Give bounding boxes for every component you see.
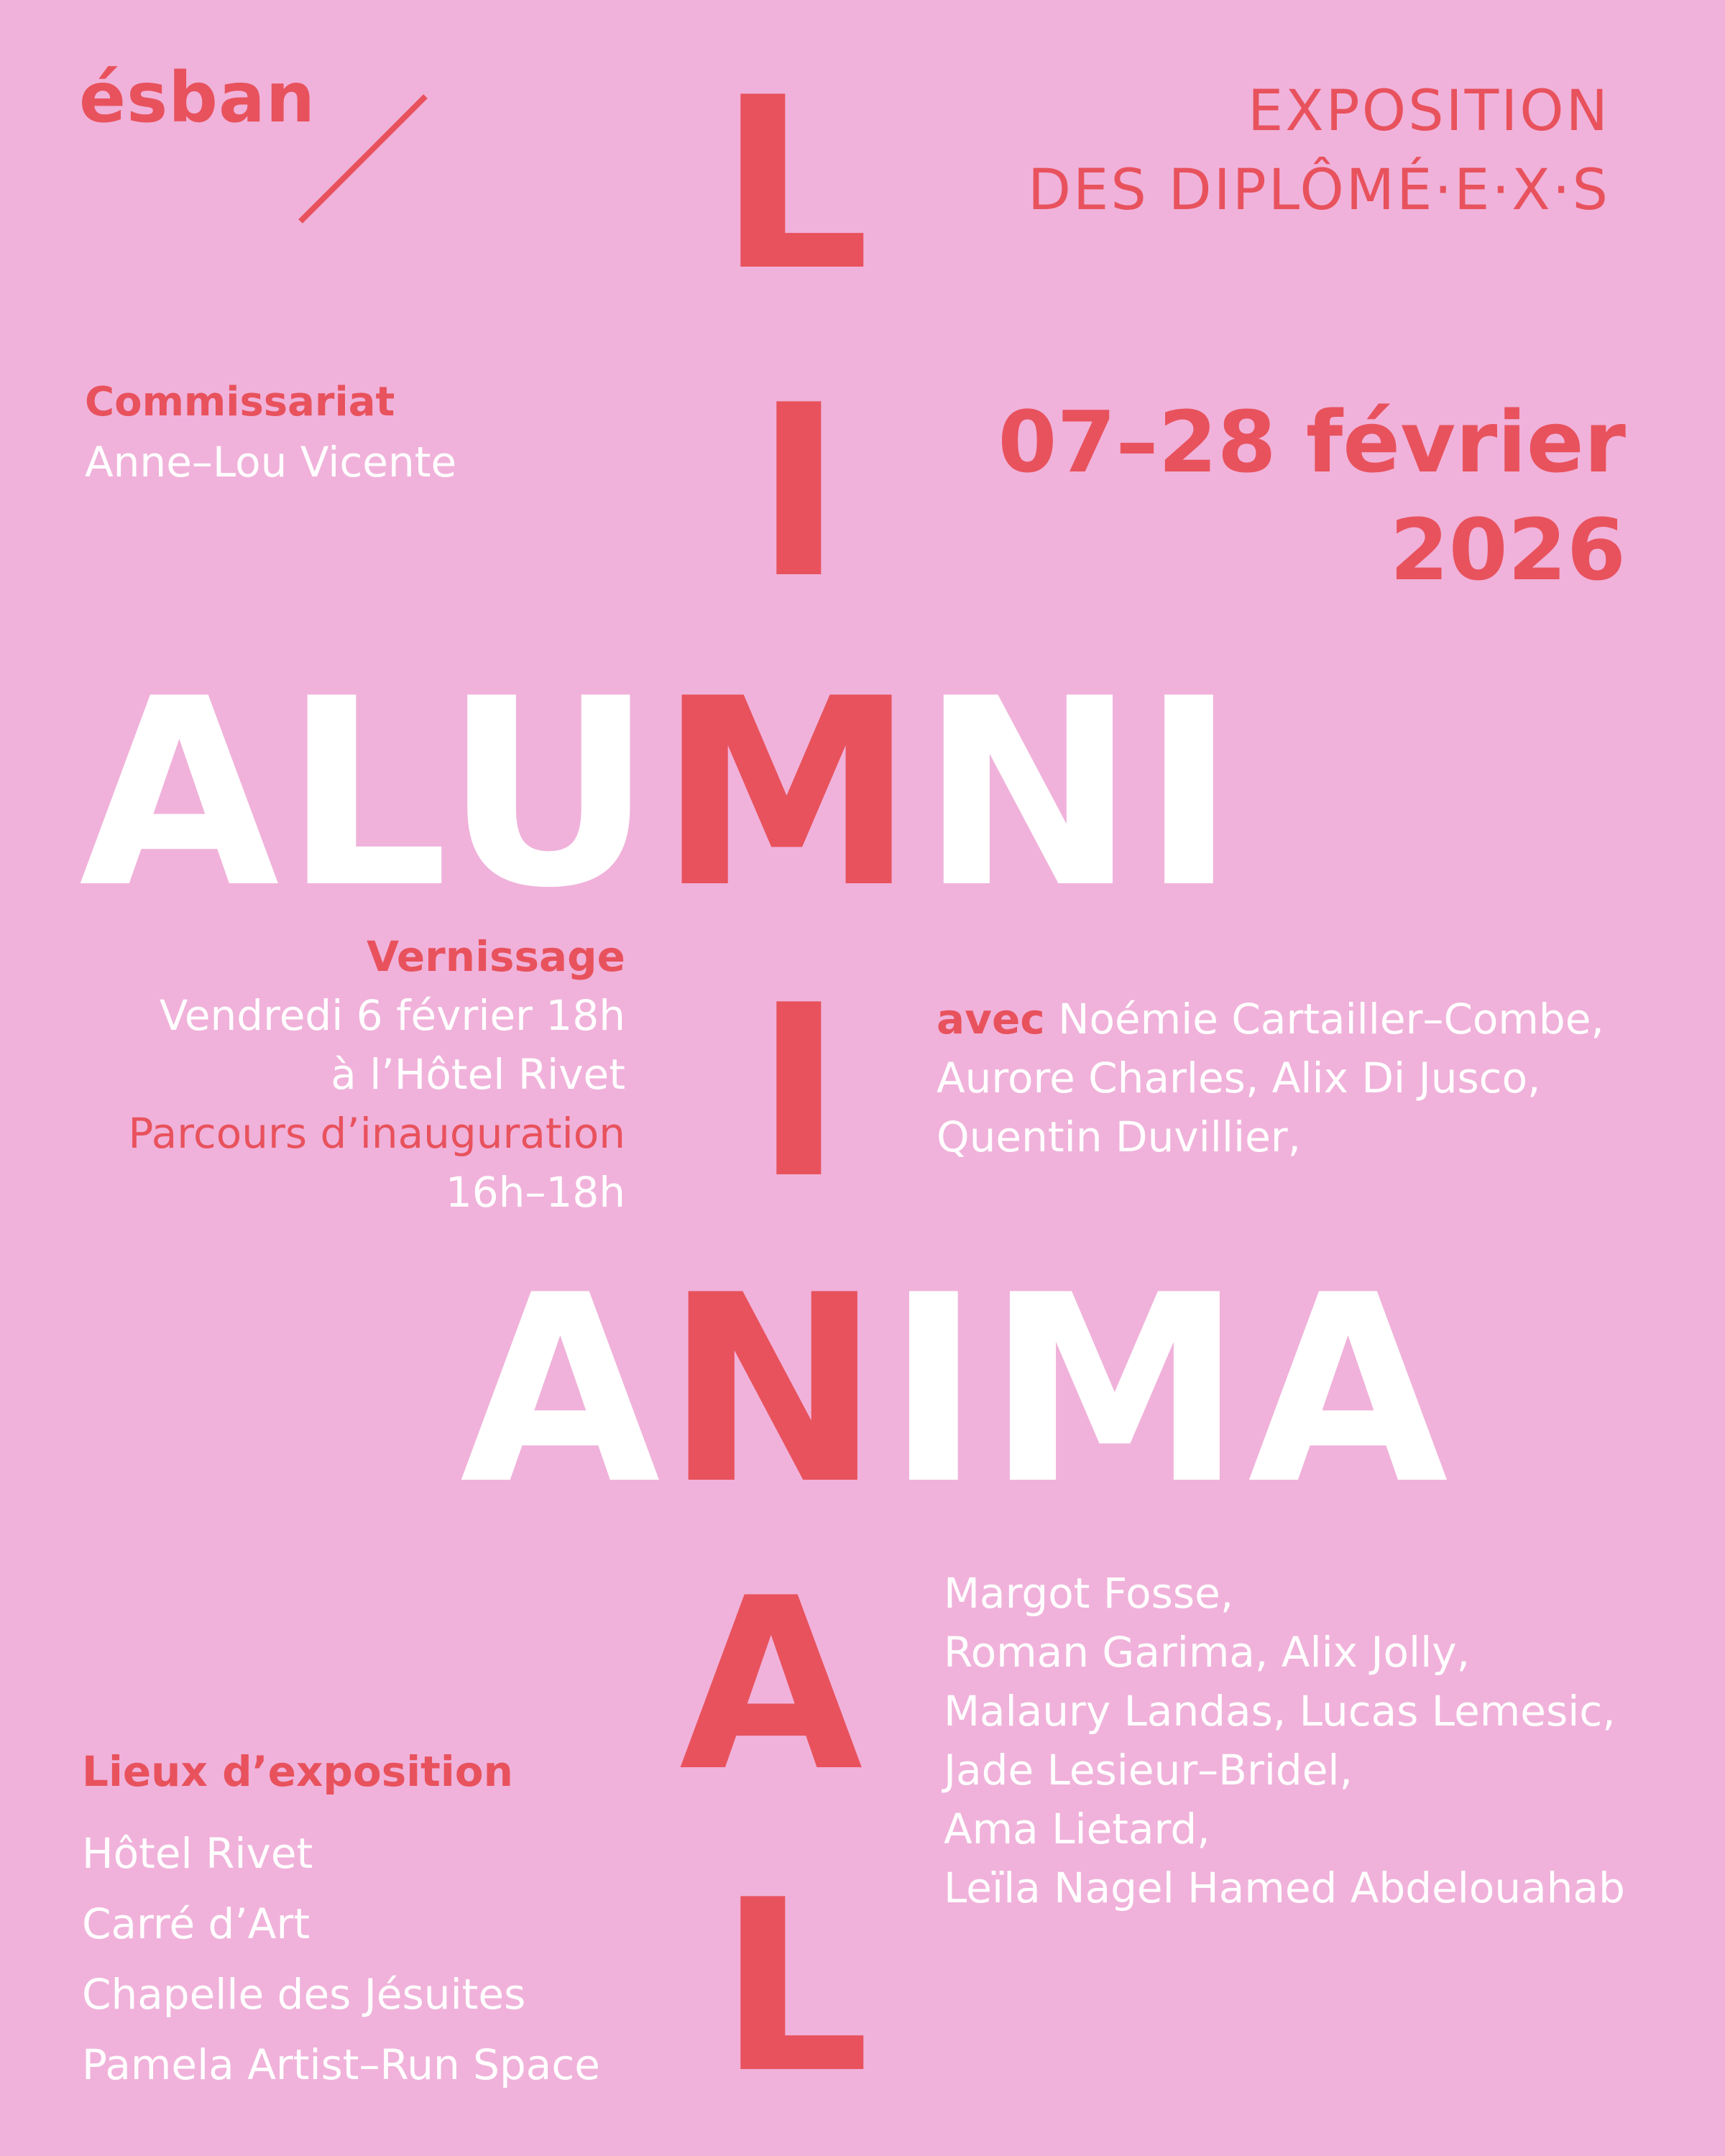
vernissage-label: Vernissage: [367, 932, 625, 981]
exhibition-title-line1: EXPOSITION: [1247, 79, 1610, 144]
vernissage-block: [128, 927, 625, 1222]
artist-line: Jade Lesieur–Bridel,: [944, 1746, 1353, 1795]
artists-list-top: [937, 990, 1604, 1166]
word-anima-prefix: A: [460, 1240, 665, 1541]
slash-mark: [295, 92, 431, 226]
exhibition-dates: [998, 388, 1626, 604]
vertical-letter-m: M: [658, 643, 920, 944]
vertical-letter-l-top: L: [719, 47, 870, 323]
commissariat-label: Commissariat: [85, 379, 395, 425]
artist-line: Ama Lietard,: [944, 1805, 1210, 1853]
avec-label: avec: [937, 995, 1045, 1044]
venue-item: Carré d’Art: [82, 1899, 310, 1948]
dates-line1: 07–28 février: [998, 392, 1626, 492]
word-anima: [460, 1240, 1453, 1541]
artist-line: Margot Fosse,: [944, 1569, 1234, 1618]
vertical-letter-i-top: I: [755, 354, 843, 630]
word-anima-suffix: IMA: [885, 1240, 1453, 1541]
vernissage-place: à l’Hôtel Rivet: [331, 1050, 625, 1099]
inauguration-label: Parcours d’inauguration: [128, 1109, 625, 1158]
word-alumni-suffix: NI: [919, 643, 1241, 944]
exhibition-title: [1028, 72, 1610, 230]
artist-line: Leïla Nagel Hamed Abdelouahab: [944, 1864, 1625, 1912]
commissariat-name: Anne–Lou Vicente: [85, 438, 457, 487]
artist-line: Quentin Duvillier,: [937, 1112, 1302, 1161]
artist-line: Roman Garima, Alix Jolly,: [944, 1628, 1471, 1677]
dates-year: 2026: [1389, 500, 1626, 599]
vernissage-date: Vendredi 6 février 18h: [159, 991, 625, 1040]
word-alumni-prefix: ALU: [79, 643, 658, 944]
word-alumni: [79, 643, 1241, 944]
esban-logo: ésban: [79, 57, 316, 138]
venue-item: Hôtel Rivet: [82, 1829, 313, 1878]
artist-line: Malaury Landas, Lucas Lemesic,: [944, 1687, 1616, 1736]
inauguration-hours: 16h–18h: [445, 1168, 625, 1217]
artist-line: Aurore Charles, Alix Di Jusco,: [937, 1054, 1541, 1102]
exhibition-title-line2: DES DIPLÔMÉ·E·X·S: [1027, 158, 1610, 223]
artists-list-bottom: [944, 1564, 1625, 1917]
venues-list: [82, 1818, 600, 2100]
venue-item: Chapelle des Jésuites: [82, 1970, 526, 2019]
vertical-letter-a: A: [679, 1547, 863, 1823]
venues-label: Lieux d’exposition: [82, 1747, 513, 1796]
vertical-letter-n: N: [664, 1240, 886, 1541]
artist-line: Noémie Cartailler–Combe,: [1044, 995, 1604, 1044]
vertical-letter-i-middle: I: [755, 954, 843, 1230]
venue-item: Pamela Artist–Run Space: [82, 2040, 600, 2089]
vertical-letter-l-bottom: L: [719, 1849, 870, 2125]
